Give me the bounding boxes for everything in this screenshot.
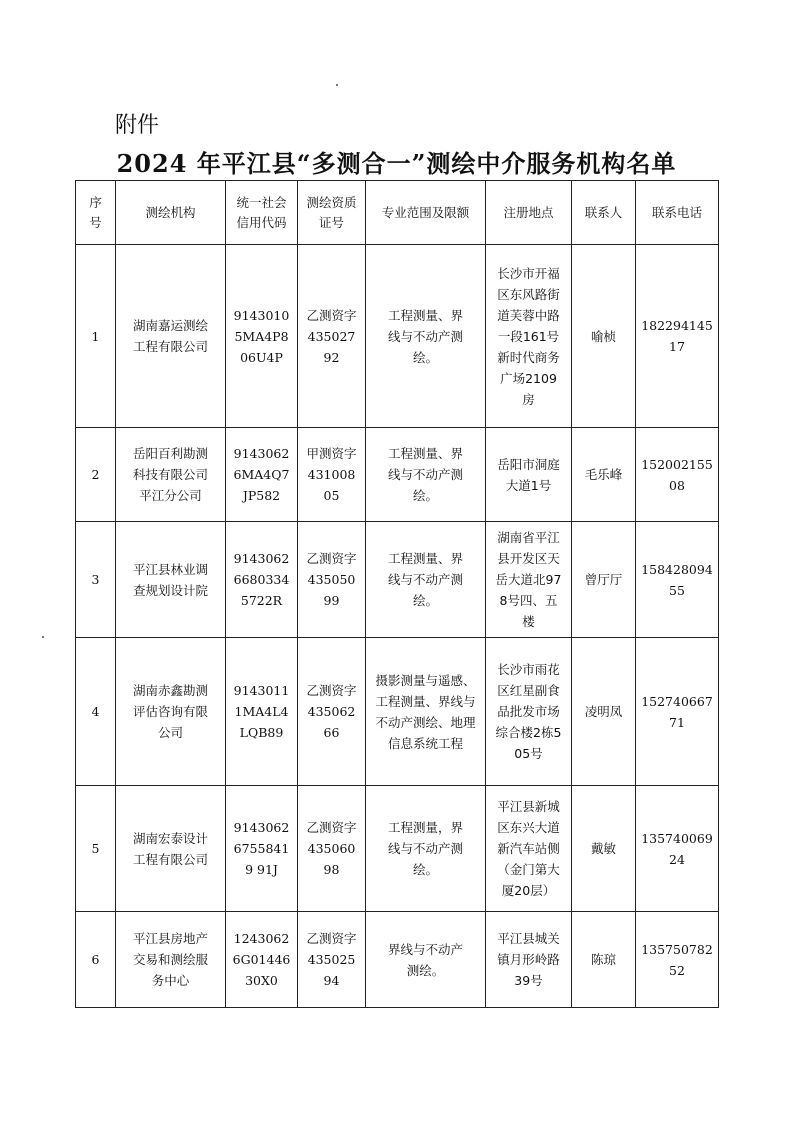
table-row bbox=[76, 245, 719, 428]
cell-org: 湖南宏泰设计工程有限公司 bbox=[116, 786, 226, 912]
cell-phone: 13574006924 bbox=[636, 786, 719, 912]
org-table bbox=[75, 180, 719, 1008]
header-seq: 序号 bbox=[76, 181, 116, 245]
table-row bbox=[76, 638, 719, 786]
cell-phone: 18229414517 bbox=[636, 245, 719, 428]
table-row bbox=[76, 912, 719, 1008]
header-phone: 联系电话 bbox=[636, 181, 719, 245]
cell-cert: 乙测资字43502594 bbox=[298, 912, 366, 1008]
table-row bbox=[76, 522, 719, 638]
header-org: 测绘机构 bbox=[116, 181, 226, 245]
cell-contact: 凌明凤 bbox=[572, 638, 636, 786]
cell-phone: 15842809455 bbox=[636, 522, 719, 638]
scan-speck bbox=[336, 84, 338, 86]
cell-addr: 长沙市开福区东风路街道芙蓉中路一段161号新时代商务广场2109房 bbox=[486, 245, 572, 428]
cell-code: 914306266803345722R bbox=[226, 522, 298, 638]
header-contact: 联系人 bbox=[572, 181, 636, 245]
cell-org: 湖南赤鑫勘测评估咨询有限公司 bbox=[116, 638, 226, 786]
cell-org: 湖南嘉运测绘工程有限公司 bbox=[116, 245, 226, 428]
cell-contact: 曾厅厅 bbox=[572, 522, 636, 638]
cell-cert: 乙测资字43506098 bbox=[298, 786, 366, 912]
cell-scope: 工程测量、界线与不动产测绘。 bbox=[366, 522, 486, 638]
cell-seq: 5 bbox=[76, 786, 116, 912]
cell-addr: 岳阳市洞庭大道1号 bbox=[486, 428, 572, 522]
cell-code: 914306267558419 91J bbox=[226, 786, 298, 912]
cell-scope: 工程测量，界线与不动产测绘。 bbox=[366, 786, 486, 912]
cell-code: 12430626G0144630X0 bbox=[226, 912, 298, 1008]
header-cert: 测绘资质证号 bbox=[298, 181, 366, 245]
cell-contact: 喻桢 bbox=[572, 245, 636, 428]
cell-contact: 戴敏 bbox=[572, 786, 636, 912]
cell-seq: 6 bbox=[76, 912, 116, 1008]
cell-cert: 乙测资字43502792 bbox=[298, 245, 366, 428]
attachment-label: 附件 bbox=[115, 113, 160, 138]
table-row bbox=[76, 786, 719, 912]
cell-contact: 毛乐峰 bbox=[572, 428, 636, 522]
cell-addr: 长沙市雨花区红星副食品批发市场综合楼2栋505号 bbox=[486, 638, 572, 786]
cell-seq: 4 bbox=[76, 638, 116, 786]
scan-speck bbox=[42, 636, 44, 638]
cell-cert: 乙测资字43506266 bbox=[298, 638, 366, 786]
cell-code: 91430111MA4L4LQB89 bbox=[226, 638, 298, 786]
cell-seq: 3 bbox=[76, 522, 116, 638]
header-scope: 专业范围及限额 bbox=[366, 181, 486, 245]
cell-cert: 甲测资字43100805 bbox=[298, 428, 366, 522]
cell-scope: 工程测量、界线与不动产测绘。 bbox=[366, 245, 486, 428]
cell-addr: 平江县新城区东兴大道新汽车站侧（金门第大厦20层） bbox=[486, 786, 572, 912]
cell-code: 91430105MA4P806U4P bbox=[226, 245, 298, 428]
cell-scope: 界线与不动产测绘。 bbox=[366, 912, 486, 1008]
page-title: 2024 年平江县“多测合一”测绘中介服务机构名单 bbox=[116, 149, 677, 178]
table-header-row bbox=[76, 181, 719, 245]
cell-addr: 湖南省平江县开发区天岳大道北978号四、五楼 bbox=[486, 522, 572, 638]
header-code: 统一社会信用代码 bbox=[226, 181, 298, 245]
cell-scope: 摄影测量与遥感、工程测量、界线与不动产测绘、地理信息系统工程 bbox=[366, 638, 486, 786]
cell-phone: 13575078252 bbox=[636, 912, 719, 1008]
cell-cert: 乙测资字43505099 bbox=[298, 522, 366, 638]
cell-phone: 15200215508 bbox=[636, 428, 719, 522]
cell-seq: 2 bbox=[76, 428, 116, 522]
cell-seq: 1 bbox=[76, 245, 116, 428]
cell-scope: 工程测量、界线与不动产测绘。 bbox=[366, 428, 486, 522]
cell-phone: 15274066771 bbox=[636, 638, 719, 786]
cell-code: 91430626MA4Q7JP582 bbox=[226, 428, 298, 522]
header-addr: 注册地点 bbox=[486, 181, 572, 245]
cell-contact: 陈琼 bbox=[572, 912, 636, 1008]
cell-org: 平江县林业调查规划设计院 bbox=[116, 522, 226, 638]
cell-org: 岳阳百利勘测科技有限公司平江分公司 bbox=[116, 428, 226, 522]
cell-addr: 平江县城关镇月形岭路39号 bbox=[486, 912, 572, 1008]
cell-org: 平江县房地产交易和测绘服务中心 bbox=[116, 912, 226, 1008]
table-row bbox=[76, 428, 719, 522]
